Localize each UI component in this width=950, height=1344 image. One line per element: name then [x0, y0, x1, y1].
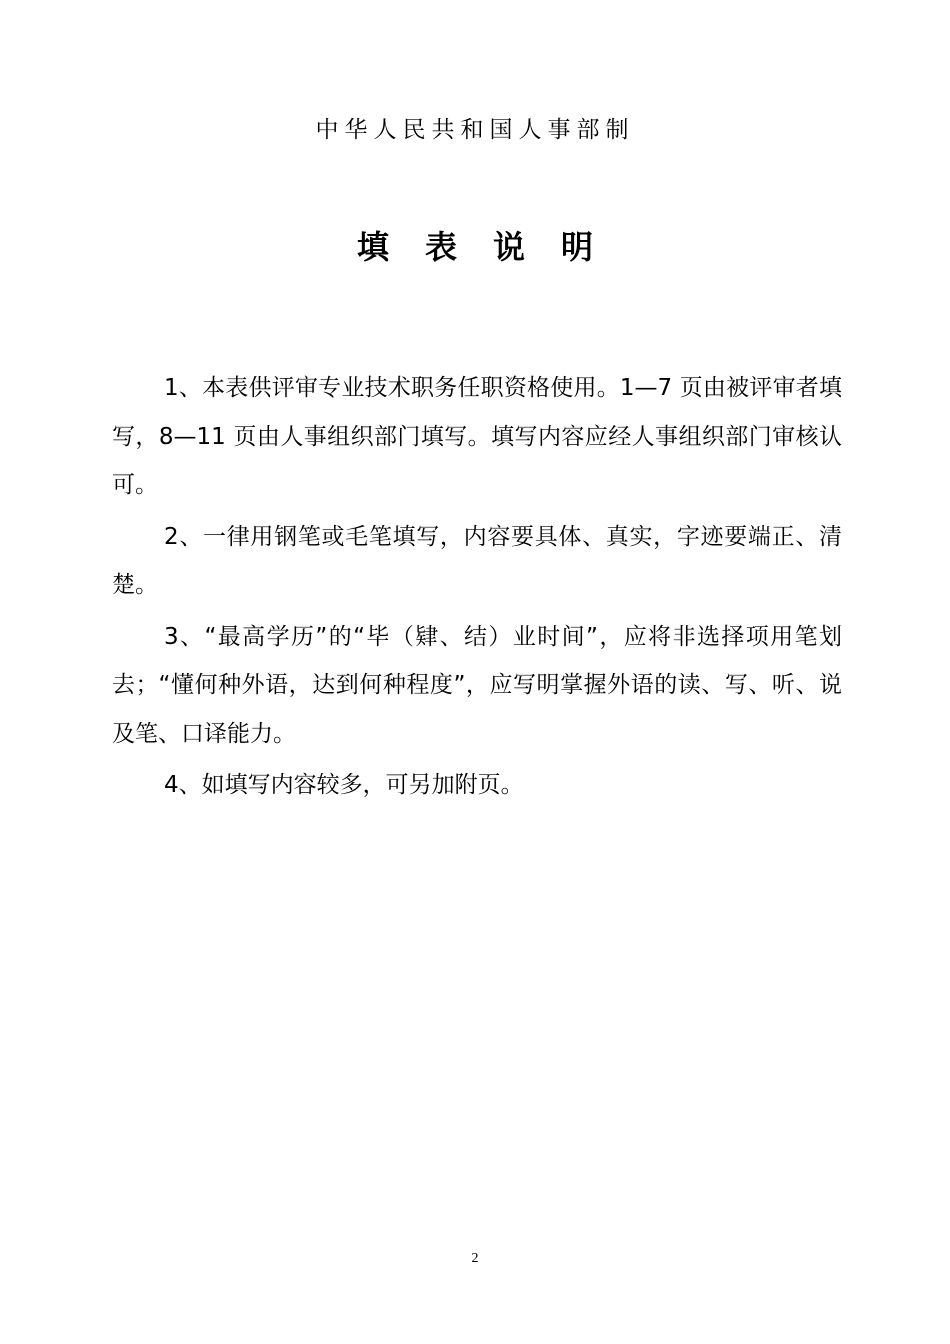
instruction-paragraph-2: 2、一律用钢笔或毛笔填写，内容要具体、真实，字迹要端正、清楚。	[112, 523, 842, 598]
instruction-paragraph-4: 4、如填写内容较多，可另加附页。	[164, 772, 524, 798]
page-number: 2	[471, 1251, 479, 1266]
instruction-paragraph-1: 1、本表供评审专业技术职务任职资格使用。1—7 页由被评审者填写，8—11 页由人事组织部门填写。填写内容应经人事组织部门审核认可。	[112, 375, 842, 498]
instruction-paragraph-3: 3、“最高学历”的“毕（肄、结）业时间”，应将非选择项用笔划去；“懂何种外语，达到何种程度”，应写明掌握外语的读、写、听、说及笔、口译能力。	[112, 623, 842, 747]
page-title: 填表说明	[356, 228, 629, 266]
instructions-body	[112, 364, 842, 810]
issuer-line: 中华人民共和国人事部制	[315, 117, 635, 143]
